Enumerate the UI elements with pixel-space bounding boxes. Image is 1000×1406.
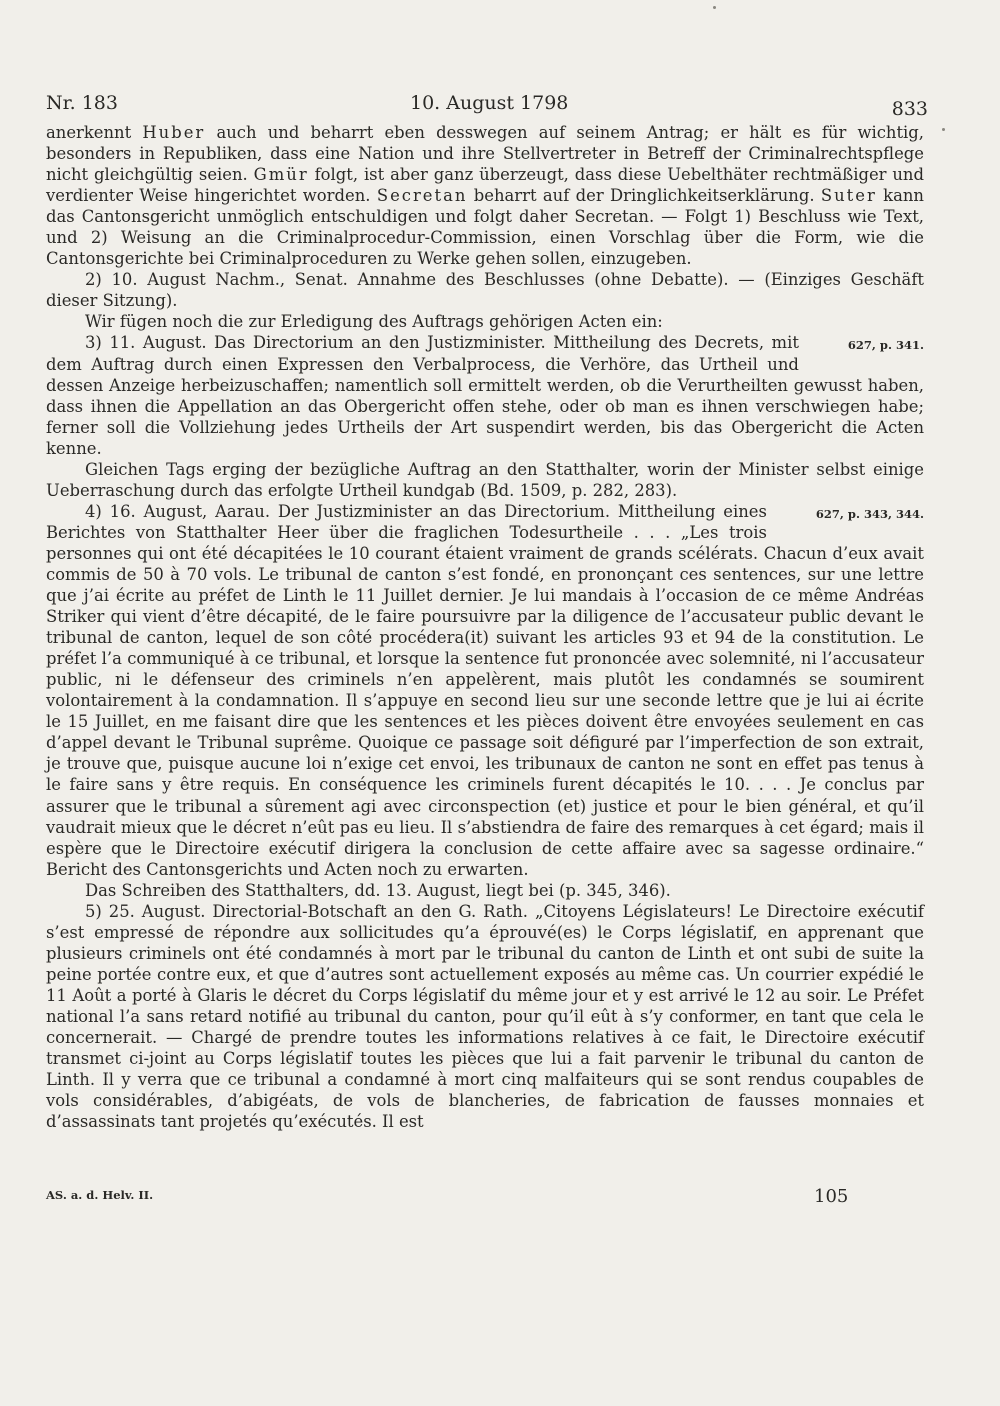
paragraph bbox=[46, 122, 924, 269]
paragraph bbox=[46, 901, 924, 1133]
paragraph bbox=[46, 880, 924, 901]
body-text bbox=[46, 122, 924, 1132]
text-run: 5) 25. August. Directorial-Botschaft an den G. Rath. „Citoyens Législateurs! Le Directoire exécutif s’est empressé de répondre aux sollicitudes qu’a éprouvé(es) le Corps législatif, en apprenant que plusieurs criminels ont été condamnés à mort par le tribunal du canton de Linth et ont subi de suite la peine portée contre eux, et que d’autres sont actuellement exposés au même cas. Un courrier expédié le 11 Août a porté à Glaris le décret du Corps législatif du même jour et y est arrivé le 12 au soir. Le Préfet national l’a sans retard notifié au tribunal du canton, pour qu’il eût à s’y conformer, en tant que cela le concernerait. — Chargé de prendre toutes les informations relatives à ce fait, le Directoire exécutif transmet ci-joint au Corps législatif toutes les pièces que lui a fait parvenir le tribunal du canton de Linth. Il y verra que ce tribunal a condamné à mort cinq malfaiteurs qui se sont rendus coupables de vols considérables, d’abigéats, de vols de blancheries, de fabrication de fausses monnaies et d’assassinats tant projetés qu’exécutés. Il est bbox=[46, 901, 924, 1132]
text-run: Wir fügen noch die zur Erledigung des Auftrags gehörigen Acten ein: bbox=[85, 312, 663, 332]
text-run: Das Schreiben des Statthalters, dd. 13. August, liegt bei (p. 345, 346). bbox=[85, 880, 671, 900]
text-run: 3) 11. August. Das Directorium an den Justizminister. Mittheilung des Decrets, mit dem Auftrag durch einen Expressen den Verbalprocess, die Verhöre, das Urtheil und dessen Anzeige herbeizuschaffen; namentlich soll ermittelt werden, ob die Verurtheilten gewusst haben, dass ihnen die Appellation an das Obergericht offen stehe, oder ob man es ihnen verschwiegen habe; ferner soll die Vollziehung jedes Urtheils der Art suspendirt werden, bis das Obergericht die Acten kenne. bbox=[46, 333, 924, 458]
page-number: 833 bbox=[891, 98, 928, 120]
text-run: Gleichen Tags erging der bezügliche Auftrag an den Statthalter, worin der Minister selbst einige Ueberraschung durch das erfolgte Urtheil kundgab (Bd. 1509, p. 282, 283). bbox=[46, 459, 924, 500]
document-page bbox=[46, 92, 928, 1132]
paragraph bbox=[46, 332, 924, 458]
speck-mark bbox=[713, 6, 716, 9]
archive-reference: 627, p. 341. bbox=[847, 338, 924, 353]
paragraph bbox=[46, 311, 924, 332]
spaced-name: Huber bbox=[142, 123, 206, 142]
text-run: auch und beharrt eben desswegen auf seinem Antrag; er hält es für wichtig, besonders in Republiken, dass eine Nation und ihre Stellvertreter in Betreff der Criminalrechtspflege nicht gleichgültig seien. bbox=[46, 123, 925, 185]
source-signature: AS. a. d. Helv. II. bbox=[46, 1188, 154, 1202]
running-header bbox=[46, 92, 928, 122]
text-run: kann das Cantonsgericht unmöglich entschuldigen und folgt daher Secretan. — Folgt 1) Beschluss wie Text, und 2) Weisung an die Criminalprocedur-Commission, einen Vorschlag über die Form, wie die Cantonsgerichte bei Criminalproceduren zu Werke gehen sollen, einzugeben. bbox=[46, 186, 924, 269]
text-run: anerkennt bbox=[46, 123, 143, 142]
paragraph bbox=[46, 459, 924, 501]
page-footer bbox=[46, 1186, 924, 1216]
spaced-name: Suter bbox=[820, 186, 877, 206]
speck-mark bbox=[942, 128, 945, 131]
text-run: 4) 16. August, Aarau. Der Justizminister an das Directorium. Mittheilung eines Berichtes von Statthalter Heer über die fraglichen Todesurtheile . . . „Les trois personnes qui ont été décapitées le 10 courant étaient vraiment de grands scélérats. Chacun d’eux avait commis de 50 à 70 vols. Le tribunal de canton s’est fondé, en prononçant ces sentences, sur une lettre que j’ai écrite au préfet de Linth le 11 Juillet dernier. Je lui mandais à l’occasion de ce même Andréas Striker qui vient d’être décapité, de le faire poursuivre par la diligence de l’accusateur public devant le tribunal de canton, lequel de son côté procédera(it) suivant les articles 93 et 94 de la constitution. Le préfet l’a communiqué à ce tribunal, et lorsque la sentence fut prononcée avec solemnité, ni l’accusateur public, ni le défenseur des criminels n’en appelèrent, mais plutôt les condamnés se soumirent volontairement à la condamnation. Il s’appuye en second lieu sur une seconde lettre que je lui ai écrite le 15 Juillet, en me faisant dire que les sentences et les pièces doivent être envoyées seulement en cas d’appel devant le Tribunal suprême. Quoique ce passage soit défiguré par l’imperfection de son extrait, je trouve que, puisque aucune loi n’exige cet envoi, les tribunaux de canton ne sont en effet pas tenus à le faire sans y être requis. En conséquence les criminels furent décapités le 10. . . . Je conclus par assurer que le tribunal a sûrement agi avec circonspection (et) justice et pour le bien général, et qu’il vaudrait mieux que le décret n’eût pas eu lieu. Il s’abstiendra de faire des remarques à cet égard; mais il espère que le Directoire exécutif dirigera la conclusion de cette affaire avec sa sagesse ordinaire.“ Bericht des Cantonsgerichts und Acten noch zu erwarten. bbox=[46, 501, 924, 879]
sheet-number: 105 bbox=[814, 1186, 849, 1207]
header-date: 10. August 1798 bbox=[410, 92, 569, 114]
archive-reference: 627, p. 343, 344. bbox=[815, 506, 924, 521]
text-run: folgt, ist aber ganz überzeugt, dass diese Uebelthäter rechtmäßiger und verdienter Weise hingerichtet worden. bbox=[46, 165, 924, 206]
spaced-name: Secretan bbox=[376, 186, 468, 206]
paragraph bbox=[46, 269, 924, 311]
text-run: 2) 10. August Nachm., Senat. Annahme des Beschlusses (ohne Debatte). — (Einziges Geschäft dieser Sitzung). bbox=[46, 270, 924, 311]
paragraph bbox=[46, 501, 924, 880]
document-number: Nr. 183 bbox=[46, 92, 118, 114]
text-run: beharrt auf der Dringlichkeitserklärung. bbox=[467, 186, 821, 206]
spaced-name: Gmür bbox=[253, 165, 309, 185]
